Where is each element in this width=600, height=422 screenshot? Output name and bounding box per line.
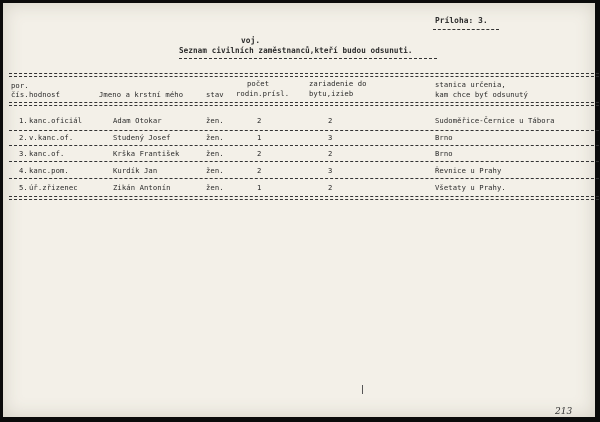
row-divider	[9, 145, 599, 146]
document-title: Seznam civilních zaměstnanců,kteří budou odsunuti.	[179, 46, 413, 55]
col-num-line1: por.	[11, 81, 29, 90]
row-rooms: 2	[328, 116, 333, 125]
row-num: 1.	[19, 116, 28, 125]
header-bottom-rule	[9, 102, 599, 103]
table-top-rule-2	[9, 76, 599, 77]
col-destination-line2: kam chce byť odsunutý	[435, 90, 528, 99]
row-rank: kanc.oficiál	[29, 116, 83, 125]
col-count-line1: počet	[247, 79, 270, 88]
page-mark: 213	[555, 407, 573, 417]
row-destination: Řevnice u Prahy	[435, 166, 502, 175]
col-count-line2: rodin.prísl.	[236, 89, 290, 98]
row-name: Adam Otokar	[113, 116, 162, 125]
row-status: žen.	[206, 133, 224, 142]
col-rooms-line2: bytu,izieb	[309, 89, 354, 98]
row-count: 2	[257, 149, 262, 158]
row-name: Studený Josef	[113, 133, 171, 142]
row-status: žen.	[206, 183, 224, 192]
row-rank: kanc.of.	[29, 149, 65, 158]
row-rooms: 2	[328, 149, 333, 158]
table-bottom-rule-2	[9, 199, 599, 200]
document-sheet	[3, 3, 595, 417]
col-destination-line1: stanica určenia,	[435, 80, 506, 89]
row-name: Zikán Antonín	[113, 183, 171, 192]
table-bottom-rule	[9, 196, 599, 197]
row-num: 3.	[19, 149, 28, 158]
col-name: Jmeno a krstní mého	[99, 90, 184, 99]
title-underline	[179, 58, 437, 59]
pencil-mark	[362, 385, 363, 394]
attachment-label: Príloha: 3.	[435, 16, 488, 25]
row-divider	[9, 178, 599, 179]
row-rank: úř.zřizenec	[29, 183, 78, 192]
row-name: Krška František	[113, 149, 180, 158]
col-rooms-line1: zariadenie do	[309, 79, 367, 88]
header-bottom-rule-2	[9, 105, 599, 106]
row-num: 5.	[19, 183, 28, 192]
unit-label: voj.	[241, 36, 261, 45]
row-divider	[9, 161, 599, 162]
row-count: 1	[257, 133, 262, 142]
row-destination: Brno	[435, 149, 453, 158]
row-destination: Sudoměřice-Černice u Tábora	[435, 116, 555, 125]
table-top-rule	[9, 73, 599, 74]
col-num-line2: čís.	[11, 90, 29, 99]
row-status: žen.	[206, 149, 224, 158]
attachment-underline	[433, 29, 499, 30]
row-num: 2.	[19, 133, 28, 142]
row-num: 4.	[19, 166, 28, 175]
row-status: žen.	[206, 116, 224, 125]
row-rank: kanc.pom.	[29, 166, 69, 175]
col-status: stav	[206, 90, 224, 99]
row-rooms: 2	[328, 183, 333, 192]
col-rank: hodnosť	[29, 90, 60, 99]
row-rooms: 3	[328, 166, 333, 175]
row-status: žen.	[206, 166, 224, 175]
row-name: Kurdík Jan	[113, 166, 158, 175]
row-count: 1	[257, 183, 262, 192]
row-rank: v.kanc.of.	[29, 133, 74, 142]
row-count: 2	[257, 116, 262, 125]
row-count: 2	[257, 166, 262, 175]
row-rooms: 3	[328, 133, 333, 142]
row-destination: Brno	[435, 133, 453, 142]
row-destination: Všetaty u Prahy.	[435, 183, 506, 192]
row-divider	[9, 130, 599, 131]
